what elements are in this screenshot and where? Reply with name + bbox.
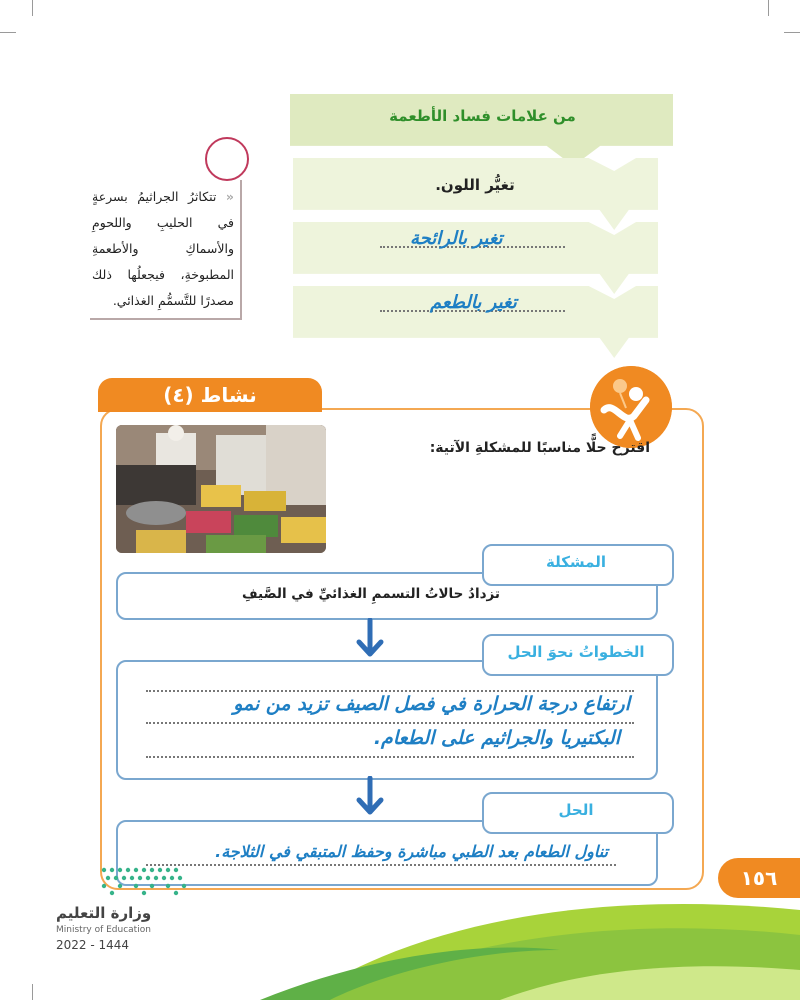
ministry-name-en: Ministry of Education — [56, 925, 151, 935]
answer-line — [146, 690, 634, 692]
side-note-text: تتكاثرُ الجراثيمُ بسرعةٍ في الحليبِ واللحومِ والأسماكِ والأطعمةِ المطبوخةِ، فيجعلُها ذلك مصدرًا للتَّسمُّمِ الغذائي. — [92, 189, 234, 308]
sign-printed-1: تغيُّر اللون. — [435, 176, 515, 194]
activity-instruction: اقترح حلًّا مناسبًا للمشكلةِ الآتية: — [429, 440, 650, 456]
steps-label: الخطواتُ نحوَ الحل — [507, 643, 645, 661]
crop-mark — [0, 32, 16, 33]
steps-answer-line-1: ارتفاع درجة الحرارة في فصل الصيف تزيد من نمو — [233, 693, 630, 715]
solution-answer: تناول الطعام بعد الطبي مباشرة وحفظ المتبقي في الثلاجة. — [215, 842, 608, 861]
activity-person-icon — [590, 366, 672, 448]
solution-label: الحل — [558, 801, 594, 819]
buffet-photo — [116, 425, 326, 553]
signs-header-shape — [290, 94, 673, 166]
problem-text: تزدادُ حالاتُ التسممِ الغذائيِّ في الصَّيفِ — [241, 586, 500, 602]
side-note — [92, 184, 234, 314]
sign-handwritten-2: تغير بالرائحة — [410, 228, 503, 249]
steps-box — [116, 660, 658, 780]
ministry-name-ar: وزارة التعليم — [56, 904, 152, 922]
crop-mark — [784, 32, 800, 33]
answer-line — [146, 864, 616, 866]
answer-line — [146, 756, 634, 758]
sign-handwritten-3: تغير بالطعم — [430, 292, 517, 313]
page-number: ١٥٦ — [718, 858, 800, 898]
arrow-down-icon — [356, 776, 384, 818]
note-circle-icon — [205, 137, 249, 181]
ministry-year: 2022 - 1444 — [56, 938, 130, 952]
signs-title: من علامات فساد الأطعمة — [389, 107, 576, 125]
crop-mark — [32, 0, 33, 16]
answer-line — [146, 722, 634, 724]
problem-label: المشكلة — [545, 553, 607, 571]
quote-icon: « — [225, 189, 234, 204]
decorative-swoosh — [0, 880, 800, 1000]
crop-mark — [768, 0, 769, 16]
arrow-down-icon — [356, 618, 384, 660]
steps-answer-line-2: البكتيريا والجراثيم على الطعام. — [373, 727, 620, 749]
sign-card-1 — [293, 158, 658, 230]
activity-title: نشاط (٤) — [163, 383, 257, 407]
